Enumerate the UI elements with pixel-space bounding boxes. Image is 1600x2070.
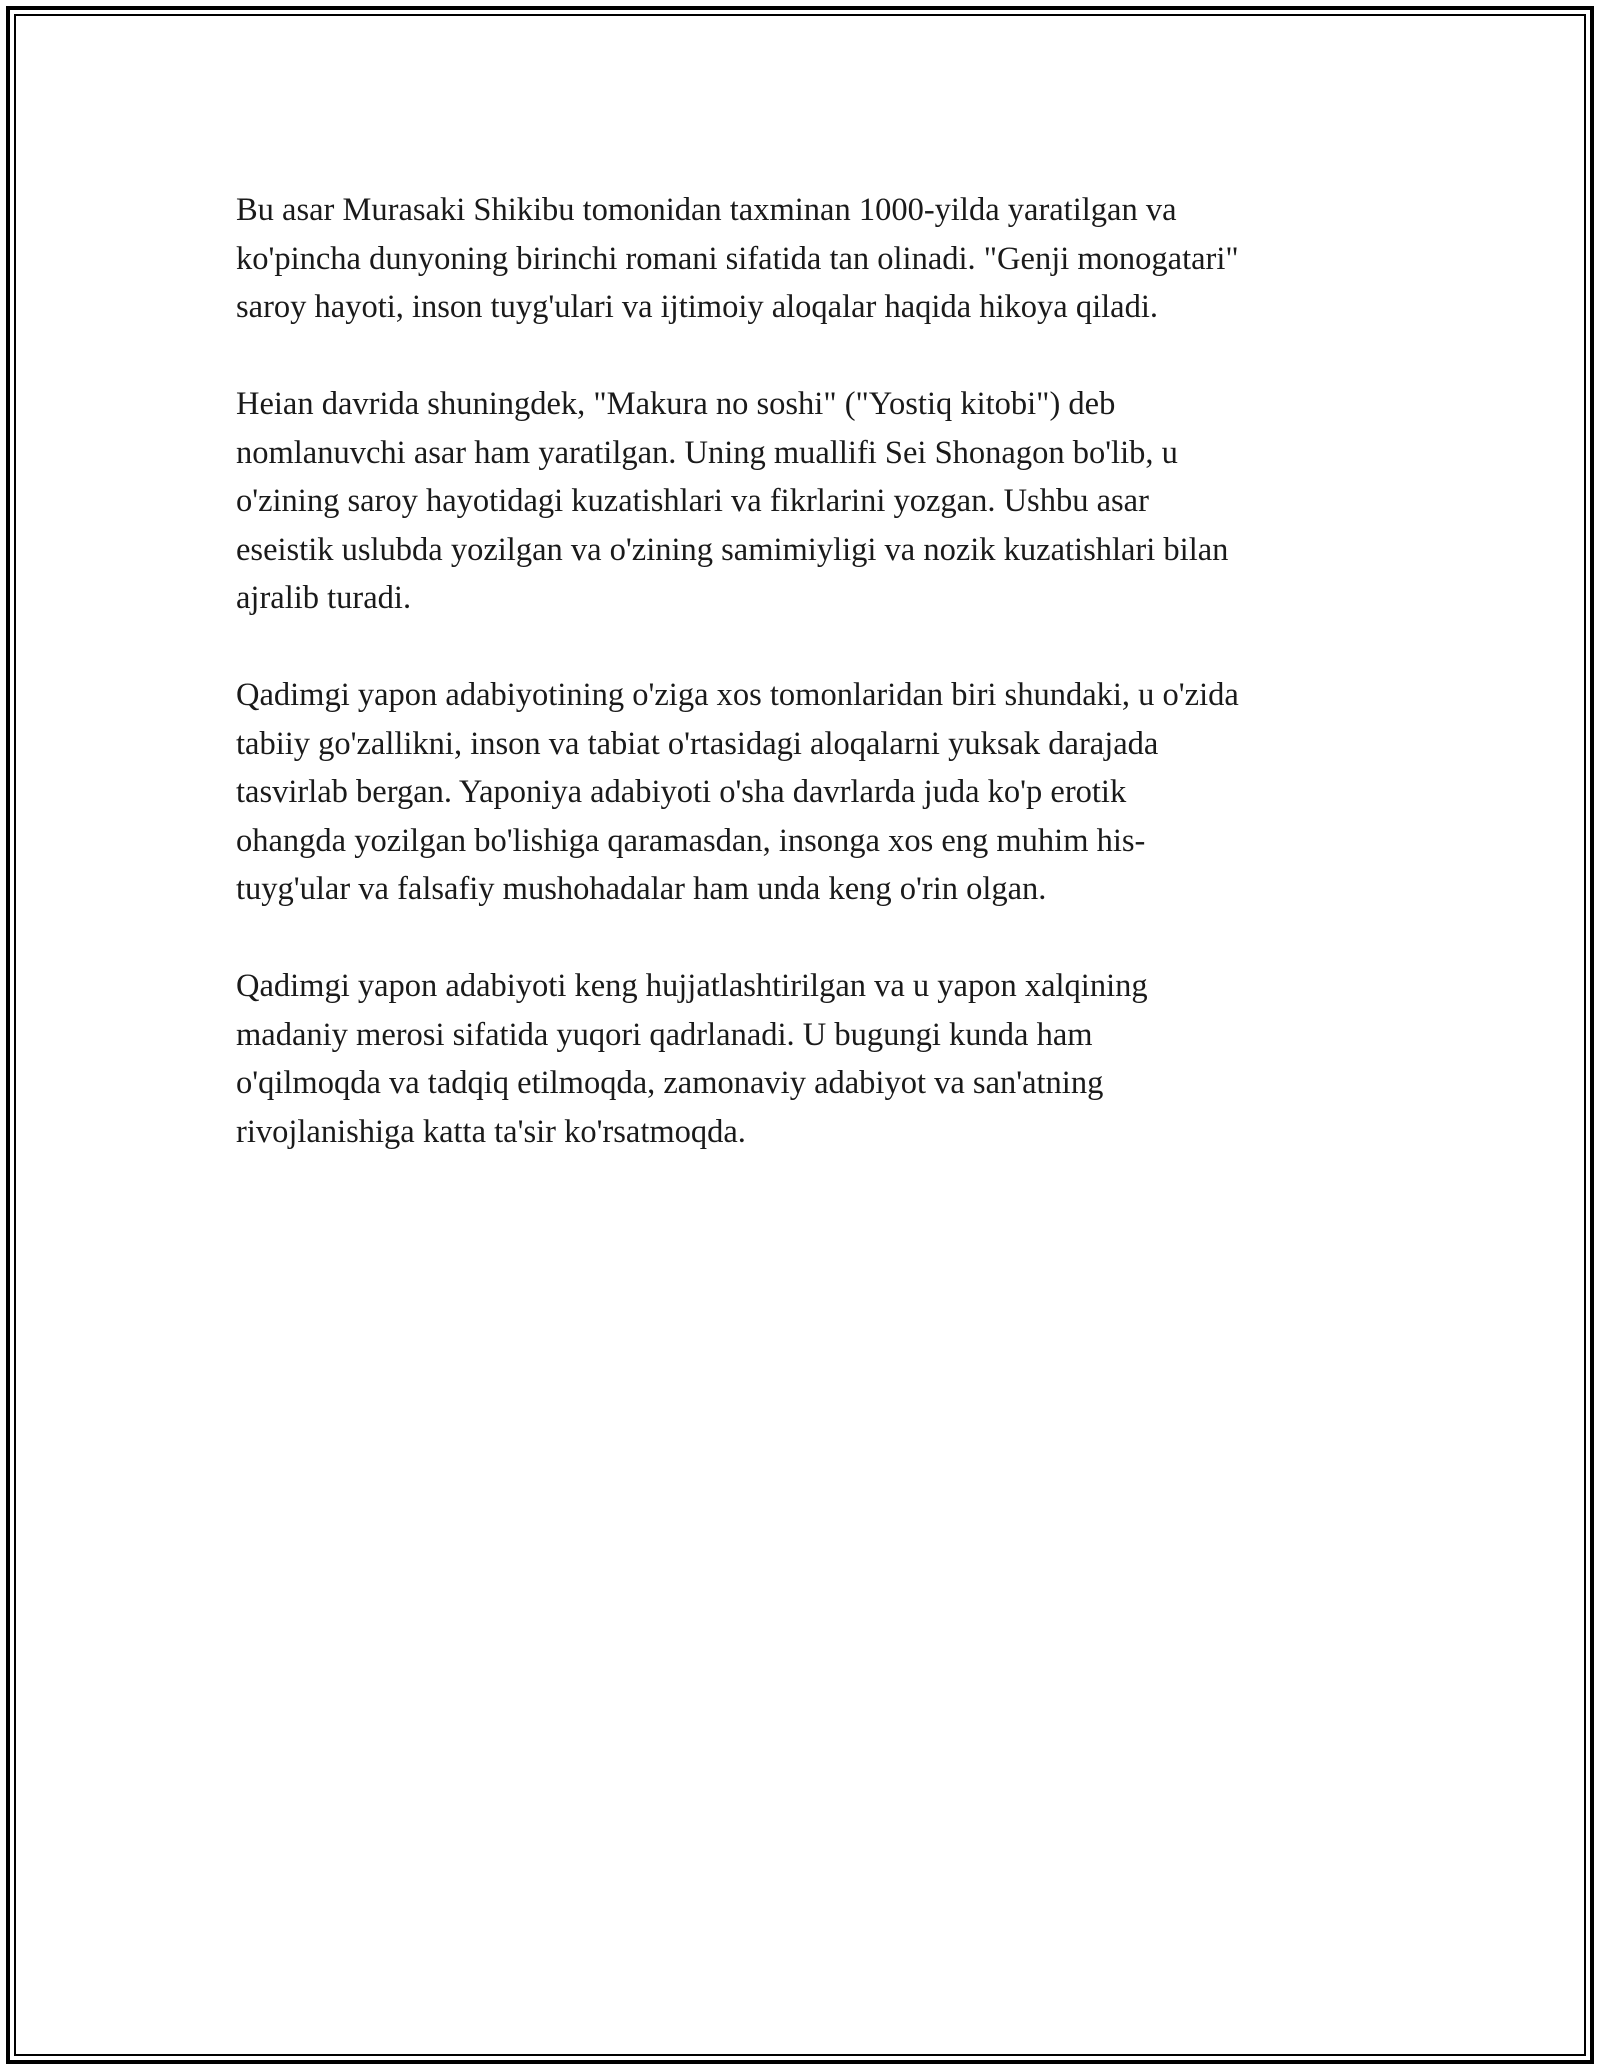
text-line: tabiiy go'zallikni, inson va tabiat o'rtasidagi aloqalarni yuksak darajada bbox=[236, 725, 1159, 762]
paragraph-1 bbox=[236, 186, 1396, 332]
text-line: Qadimgi yapon adabiyotining o'ziga xos tomonlaridan biri shundaki, u o'zida bbox=[236, 677, 1239, 713]
text-line: nomlanuvchi asar ham yaratilgan. Uning muallifi Sei Shonagon bo'lib, u bbox=[236, 434, 1178, 471]
text-line: ohangda yozilgan bo'lishiga qaramasdan, insonga xos eng muhim his- bbox=[236, 822, 1146, 859]
text-line: o'zining saroy hayotidagi kuzatishlari va fikrlarini yozgan. Ushbu asar bbox=[236, 483, 1149, 519]
text-line: eseistik uslubda yozilgan va o'zining samimiyligi va nozik kuzatishlari bilan bbox=[236, 531, 1229, 568]
text-line: tuyg'ular va falsafiy mushohadalar ham unda keng o'rin olgan. bbox=[236, 871, 1047, 907]
text-line: Bu asar Murasaki Shikibu tomonidan taxminan 1000-yilda yaratilgan va bbox=[236, 192, 1177, 228]
document-body bbox=[236, 186, 1396, 1205]
paragraph-4 bbox=[236, 962, 1396, 1156]
text-line: o'qilmoqda va tadqiq etilmoqda, zamonaviy adabiyot va san'atning bbox=[236, 1065, 1104, 1101]
text-line: Heian davrida shuningdek, "Makura no soshi" ("Yostiq kitobi") deb bbox=[236, 386, 1116, 422]
text-line: madaniy merosi sifatida yuqori qadrlanadi. U bugungi kunda ham bbox=[236, 1016, 1093, 1053]
text-line: Qadimgi yapon adabiyoti keng hujjatlashtirilgan va u yapon xalqining bbox=[236, 968, 1148, 1004]
paragraph-3 bbox=[236, 671, 1396, 914]
text-line: saroy hayoti, inson tuyg'ulari va ijtimoiy aloqalar haqida hikoya qiladi. bbox=[236, 289, 1158, 325]
text-line: ko'pincha dunyoning birinchi romani sifatida tan olinadi. "Genji monogatari" bbox=[236, 240, 1239, 277]
paragraph-2 bbox=[236, 380, 1396, 623]
text-line: tasvirlab bergan. Yaponiya adabiyoti o'sha davrlarda juda ko'p erotik bbox=[236, 774, 1127, 810]
text-line: rivojlanishiga katta ta'sir ko'rsatmoqda. bbox=[236, 1113, 746, 1150]
text-line: ajralib turadi. bbox=[236, 580, 412, 616]
